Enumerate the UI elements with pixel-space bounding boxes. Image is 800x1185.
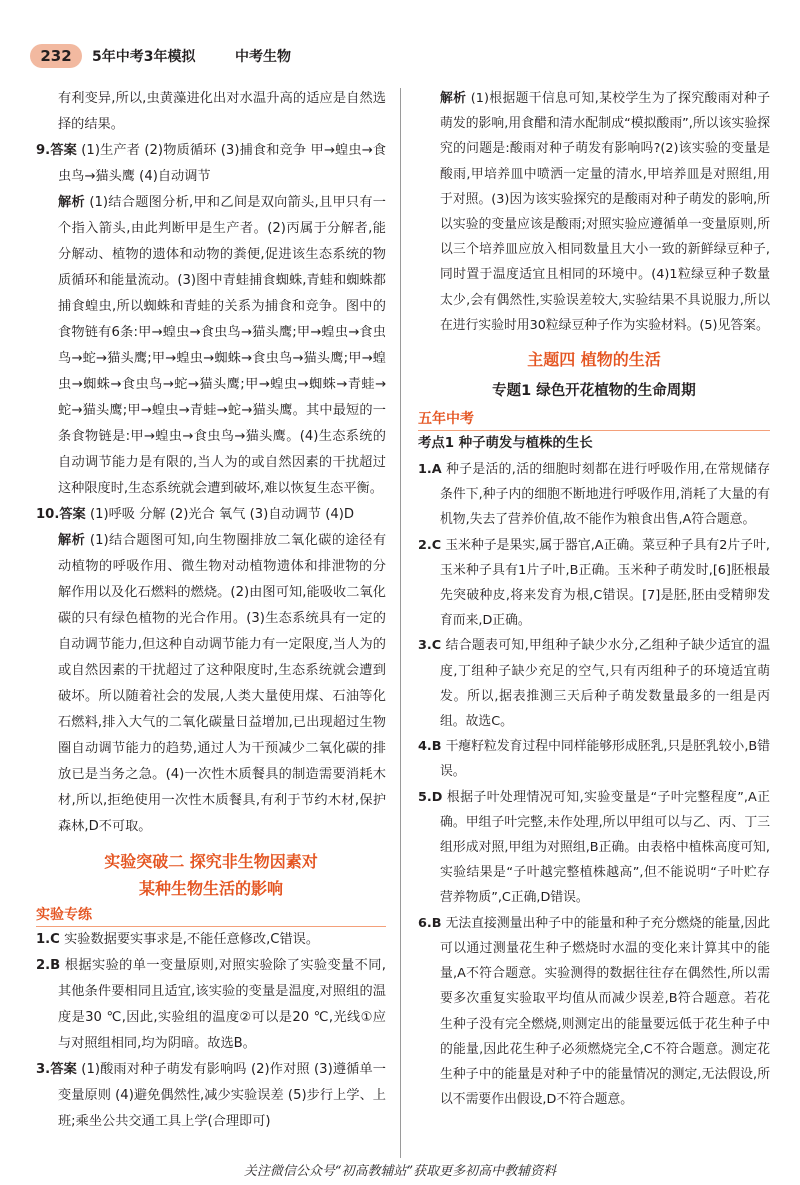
- practice-label: 实验专练: [36, 904, 386, 927]
- practice-answer-1: [36, 927, 386, 953]
- item-number: 1.C: [36, 932, 60, 947]
- item-text: 干瘪籽粒发育过程中同样能够形成胚乳,只是胚乳较小,B错误。: [440, 739, 770, 780]
- answer-item-6: [418, 911, 770, 1113]
- answer-item-3: [418, 633, 770, 734]
- book-title: 5年中考3年模拟: [92, 49, 196, 65]
- item-number: 4.B: [418, 739, 442, 755]
- right-column: [418, 86, 770, 1112]
- five-year-label: 五年中考: [418, 408, 770, 431]
- page-header: [30, 44, 330, 68]
- practice-answer-2: [36, 953, 386, 1057]
- answer-item-5: [418, 785, 770, 911]
- q10-analysis-text: (1)结合题图可知,向生物圈排放二氧化碳的途径有动植物的呼吸作用、微生物对动植物遗体和排泄物的分解作用以及化石燃料的燃烧。(2)由图可知,能吸收二氧化碳的只有绿色植物的光合作用。(3)生态系统具有一定的自动调节能力,但这种自动调节能力有一定限度,当人为的或自然因素的干扰超过了这种限度时,生态系统就会遭到破坏。所以随着社会的发展,人类大量使用煤、石油等化石燃料,排入大气的二氧化碳量日益增加,已出现超过生物圈自动调节能力的趋势,通过人为干预减少二氧化碳的排放已是当务之急。(4)一次性木质餐具的制造需要消耗木材,所以,拒绝使用一次性木质餐具,有利于节约木材,保护森林,D不可取。: [58, 533, 387, 834]
- topic-title: 主题四 植物的生活: [527, 350, 661, 370]
- q10-answer: [36, 502, 386, 528]
- q9-answer-text: (1)生产者 (2)物质循环 (3)捕食和竞争 甲→蝗虫→食虫鸟→猫头鹰 (4)自动调节: [58, 143, 387, 184]
- item-text: 无法直接测量出种子中的能量和种子充分燃烧的能量,因此可以通过测量花生种子燃烧时水温的变化来计算其中的能量,A不符合题意。实验测得的数据往往存在偶然性,所以需要多次重复实验取平均值从而减少误差,B符合题意。若花生种子没有完全燃烧,则测定出的能量要远低于花生种子中的能量,因此花生种子必须燃烧完全,C不符合题意。测定花生种子中的能量是对种子中的能量情况的测定,无法假设,所以不需要作出假设,D不符合题意。: [440, 915, 770, 1108]
- answer-label: 答案: [50, 1062, 77, 1077]
- q10-number: 10.: [36, 507, 60, 522]
- item-text: 根据实验的单一变量原则,对照实验除了实验变量不同,其他条件要相同且适宜,该实验的变量是温度,对照组的温度是30 ℃,因此,实验组的温度②可以是20 ℃,光线①应与对照组相同,均为阴暗。故选B。: [58, 958, 386, 1051]
- subject-label: 中考生物: [235, 49, 291, 65]
- section-title-line1: 实验突破二 探究非生物因素对: [104, 852, 318, 871]
- analysis-label: 解析: [440, 91, 467, 106]
- footer-note: 关注微信公众号“初高教辅站”获取更多初高中教辅资料: [243, 1164, 557, 1179]
- continued-paragraph: 有利变异,所以,虫黄藻进化出对水温升高的适应是自然选择的结果。: [58, 91, 386, 132]
- analysis-label: 解析: [58, 533, 86, 548]
- item-number: 6.B: [418, 915, 442, 931]
- item-text: 种子是活的,活的细胞时刻都在进行呼吸作用,在常规储存条件下,种子内的细胞不断地进行呼吸作用,消耗了大量的有机物,失去了营养价值,故不能作为粮食出售,A符合题意。: [440, 462, 770, 528]
- q9-analysis-text: (1)结合题图分析,甲和乙间是双向箭头,且甲只有一个指入箭头,由此判断甲是生产者。(2)丙属于分解者,能分解动、植物的遗体和动物的粪便,促进该生态系统的物质循环和能量流动。(3)图中青蛙捕食蜘蛛,青蛙和蜘蛛都捕食蝗虫,所以蜘蛛和青蛙的关系为捕食和竞争。图中的食物链有6条:甲→蝗虫→食虫鸟→猫头鹰;甲→蝗虫→食虫鸟→蛇→猫头鹰;甲→蝗虫→蜘蛛→食虫鸟→猫头鹰;甲→蝗虫→蜘蛛→食虫鸟→蛇→猫头鹰;甲→蝗虫→蜘蛛→青蛙→蛇→猫头鹰;甲→蝗虫→青蛙→蛇→猫头鹰。其中最短的一条食物链是:甲→蝗虫→食虫鸟→猫头鹰。(4)生态系统的自动调节能力是有限的,当人为的或自然因素的干扰超过这种限度时,生态系统就会遭到破坏,难以恢复生态平衡。: [58, 195, 386, 496]
- practice-answer-3: [36, 1057, 386, 1135]
- q9-answer: [36, 138, 386, 190]
- answer-label: 答案: [59, 507, 86, 522]
- section-title: [36, 848, 386, 902]
- item-number: 3.: [36, 1062, 51, 1077]
- item-number: 2.C: [418, 537, 442, 553]
- q3-analysis-text: (1)根据题干信息可知,某校学生为了探究酸雨对种子萌发的影响,用食醋和清水配制成“模拟酸雨”,所以该实验探究的问题是:酸雨对种子萌发有影响吗?(2)该实验的变量是酸雨,甲培养皿中喷洒一定量的清水,甲培养皿是对照组,用于对照。(3)因为该实验探究的是酸雨对种子萌发的影响,所以实验的变量应该是酸雨;对照实验应遵循单一变量原则,所以三个培养皿应放入相同数量且大小一致的新鲜绿豆种子,同时置于温度适宜且相同的环境中。(4)1粒绿豆种子数量太少,会有偶然性,实验误差较大,实验结果不具说服力,所以在进行实验时用30粒绿豆种子作为实验材料。(5)见答案。: [440, 91, 771, 333]
- column-divider: [400, 88, 401, 1158]
- section-title-line2: 某种生物生活的影响: [138, 879, 283, 898]
- item-number: 1.A: [418, 462, 442, 478]
- topic-subtitle: 专题1 绿色开花植物的生命周期: [492, 383, 696, 400]
- q3-analysis: [418, 86, 770, 338]
- page-number: 232: [30, 44, 82, 68]
- answer-item-4: [418, 734, 770, 784]
- q10-analysis: [36, 528, 386, 840]
- item-number: 5.D: [418, 789, 443, 805]
- answer-label: 答案: [50, 143, 77, 158]
- q10-answer-text: (1)呼吸 分解 (2)光合 氧气 (3)自动调节 (4)D: [85, 507, 355, 522]
- item-text: 根据子叶处理情况可知,实验变量是“子叶完整程度”,A正确。甲组子叶完整,未作处理,所以甲组可以与乙、丙、丁三组形成对照,甲组为对照组,B正确。由表格中植株高度可知,实验结果是“子叶越完整植株越高”,但不能说明“子叶贮存营养物质”,C正确,D错误。: [440, 789, 770, 906]
- item-text: 结合题表可知,甲组种子缺少水分,乙组种子缺少适宜的温度,丁组种子缺少充足的空气,只有丙组种子的环境适宜萌发。所以,据表推测三天后种子萌发数量最多的一组是丙组。故选C。: [440, 638, 770, 730]
- item-text: (1)酸雨对种子萌发有影响吗 (2)作对照 (3)遵循单一变量原则 (4)避免偶然性,减少实验误差 (5)步行上学、上班;乘坐公共交通工具上学(合理即可): [58, 1062, 386, 1129]
- q9-number: 9.: [36, 143, 51, 158]
- analysis-label: 解析: [58, 195, 85, 210]
- item-text: 实验数据要实事求是,不能任意修改,C错误。: [59, 932, 320, 947]
- item-text: 玉米种子是果实,属于器官,A正确。菜豆种子具有2片子叶,玉米种子具有1片子叶,B正确。玉米种子萌发时,[6]胚根最先突破种皮,将来发育为根,C错误。[7]是胚,胚由受精卵发育而来,D正确。: [440, 537, 770, 629]
- answer-item-2: [418, 533, 770, 634]
- left-column: [36, 86, 386, 1135]
- point-title: 考点1 种子萌发与植株的生长: [418, 436, 593, 452]
- answer-item-1: [418, 457, 770, 533]
- item-number: 3.C: [418, 638, 442, 654]
- q9-analysis: [36, 190, 386, 502]
- item-number: 2.B: [36, 958, 61, 973]
